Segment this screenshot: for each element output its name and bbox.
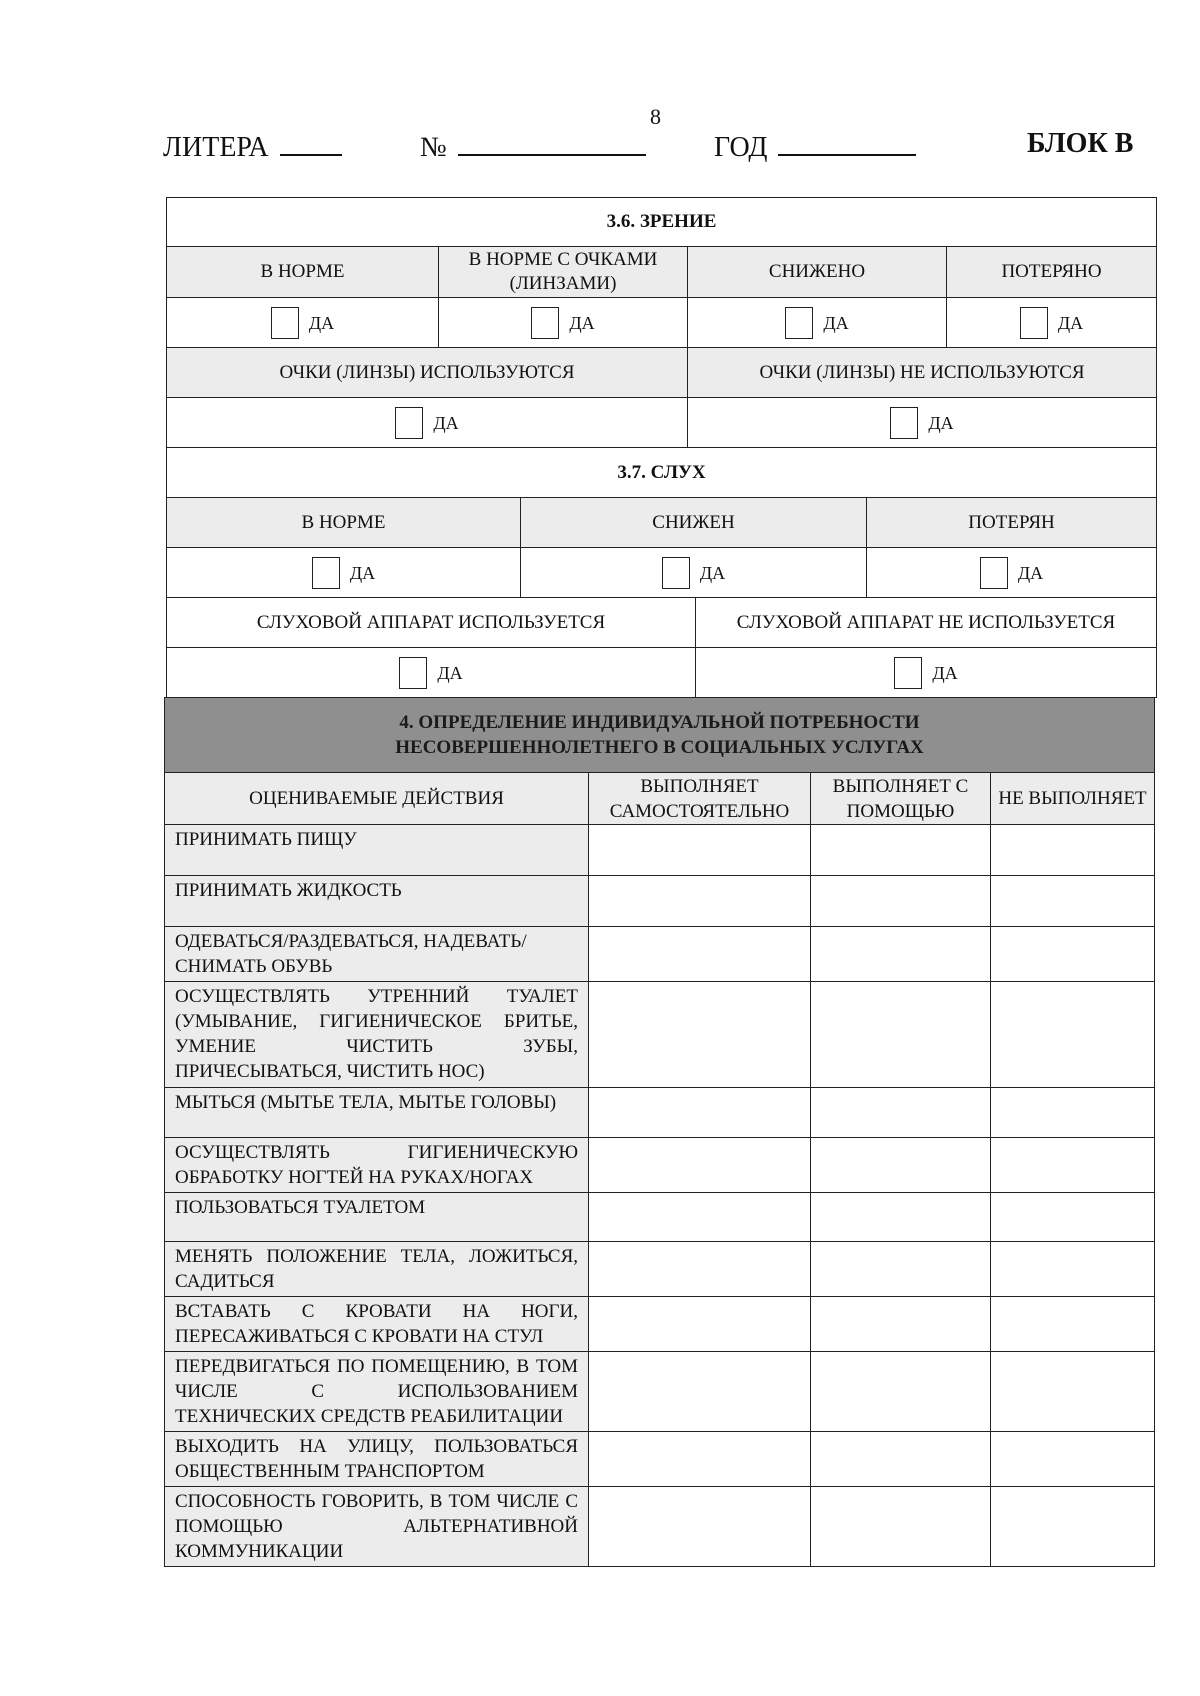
year-input-line[interactable]	[778, 128, 916, 156]
cell-independent[interactable]	[589, 1138, 811, 1193]
cell-independent[interactable]	[589, 825, 811, 876]
vision-reduced-cell	[688, 298, 947, 348]
yes-label: ДА	[1057, 312, 1084, 333]
glasses-not-used-cell	[688, 398, 1157, 448]
cell-not-performed[interactable]	[991, 1193, 1155, 1242]
action-label: ПРИНИМАТЬ ЖИДКОСТЬ	[165, 876, 589, 927]
table-row	[165, 1193, 1155, 1242]
yes-label: ДА	[932, 662, 958, 683]
cell-independent[interactable]	[589, 876, 811, 927]
year-label: ГОД	[714, 132, 768, 163]
glasses-used-checkbox[interactable]	[395, 407, 423, 439]
header-independent: ВЫПОЛНЯЕТ САМОСТОЯТЕЛЬНО	[589, 773, 811, 825]
vision-reduced-checkbox[interactable]	[785, 307, 813, 339]
table-row	[165, 1432, 1155, 1487]
form-header	[0, 128, 1200, 168]
table-row	[165, 1352, 1155, 1432]
cell-not-performed[interactable]	[991, 1088, 1155, 1138]
action-label: ОСУЩЕСТВЛЯТЬ ГИГИЕНИЧЕСКУЮ ОБРАБОТКУ НОГТЕЙ НА РУКАХ/НОГАХ	[165, 1138, 589, 1193]
table-row	[165, 982, 1155, 1088]
number-input-line[interactable]	[458, 128, 646, 156]
action-label: ПОЛЬЗОВАТЬСЯ ТУАЛЕТОМ	[165, 1193, 589, 1242]
vision-normal-glasses-checkbox[interactable]	[531, 307, 559, 339]
yes-label: ДА	[349, 562, 376, 583]
glasses-not-used-checkbox[interactable]	[890, 407, 918, 439]
cell-not-performed[interactable]	[991, 1432, 1155, 1487]
cell-independent[interactable]	[589, 1088, 811, 1138]
yes-label: ДА	[928, 412, 954, 433]
action-label: ВСТАВАТЬ С КРОВАТИ НА НОГИ, ПЕРЕСАЖИВАТЬСЯ С КРОВАТИ НА СТУЛ	[165, 1297, 589, 1352]
hearing-aid-not-used-checkbox[interactable]	[894, 657, 922, 689]
cell-with-help[interactable]	[811, 1088, 991, 1138]
cell-with-help[interactable]	[811, 1352, 991, 1432]
section4-title-line2: НЕСОВЕРШЕННОЛЕТНЕГО В СОЦИАЛЬНЫХ УСЛУГАХ	[395, 737, 924, 758]
cell-with-help[interactable]	[811, 876, 991, 927]
table-row	[165, 1297, 1155, 1352]
cell-with-help[interactable]	[811, 1242, 991, 1297]
table-row	[165, 1242, 1155, 1297]
vision-normal-cell	[167, 298, 439, 348]
vision-lost-checkbox[interactable]	[1020, 307, 1048, 339]
table-row	[165, 825, 1155, 876]
hearing-reduced-cell	[521, 548, 867, 598]
hearing-normal-cell	[167, 548, 521, 598]
cell-with-help[interactable]	[811, 1487, 991, 1567]
table-row	[165, 1487, 1155, 1567]
yes-label: ДА	[433, 412, 459, 433]
litera-label: ЛИТЕРА	[163, 132, 269, 163]
cell-with-help[interactable]	[811, 1138, 991, 1193]
cell-independent[interactable]	[589, 1297, 811, 1352]
hearing-col-lost: ПОТЕРЯН	[867, 498, 1157, 548]
cell-independent[interactable]	[589, 1487, 811, 1567]
vision-col-lost: ПОТЕРЯНО	[947, 247, 1157, 298]
action-label: МЕНЯТЬ ПОЛОЖЕНИЕ ТЕЛА, ЛОЖИТЬСЯ, САДИТЬСЯ	[165, 1242, 589, 1297]
vision-lost-cell	[947, 298, 1157, 348]
vision-table	[166, 197, 1157, 448]
hearing-aid-not-used-cell	[696, 648, 1157, 698]
action-label: ПЕРЕДВИГАТЬСЯ ПО ПОМЕЩЕНИЮ, В ТОМ ЧИСЛЕ С ИСПОЛЬЗОВАНИЕМ ТЕХНИЧЕСКИХ СРЕДСТВ РЕАБИЛИТАЦИИ	[165, 1352, 589, 1432]
cell-with-help[interactable]	[811, 1193, 991, 1242]
cell-independent[interactable]	[589, 1352, 811, 1432]
litera-field	[163, 128, 342, 164]
header-with-help: ВЫПОЛНЯЕТ С ПОМОЩЬЮ	[811, 773, 991, 825]
cell-not-performed[interactable]	[991, 876, 1155, 927]
cell-with-help[interactable]	[811, 927, 991, 982]
table-row	[165, 1088, 1155, 1138]
hearing-normal-checkbox[interactable]	[312, 557, 340, 589]
number-label: №	[420, 132, 447, 163]
vision-col-reduced: СНИЖЕНО	[688, 247, 947, 298]
litera-input-line[interactable]	[280, 128, 342, 156]
cell-with-help[interactable]	[811, 1432, 991, 1487]
year-field	[714, 128, 916, 164]
vision-col-normal-glasses: В НОРМЕ С ОЧКАМИ (ЛИНЗАМИ)	[439, 247, 688, 298]
cell-not-performed[interactable]	[991, 825, 1155, 876]
cell-with-help[interactable]	[811, 982, 991, 1088]
vision-normal-checkbox[interactable]	[271, 307, 299, 339]
table-row	[165, 927, 1155, 982]
section4-table	[164, 697, 1155, 1567]
hearing-aid-not-used-label: СЛУХОВОЙ АППАРАТ НЕ ИСПОЛЬЗУЕТСЯ	[696, 598, 1157, 648]
cell-not-performed[interactable]	[991, 1297, 1155, 1352]
hearing-aid-used-cell	[167, 648, 696, 698]
cell-independent[interactable]	[589, 1242, 811, 1297]
cell-not-performed[interactable]	[991, 927, 1155, 982]
cell-independent[interactable]	[589, 982, 811, 1088]
glasses-used-cell	[167, 398, 688, 448]
block-label: БЛОК В	[1027, 128, 1134, 159]
yes-label: ДА	[1017, 562, 1044, 583]
cell-with-help[interactable]	[811, 1297, 991, 1352]
glasses-used-label: ОЧКИ (ЛИНЗЫ) ИСПОЛЬЗУЮТСЯ	[167, 348, 688, 398]
section4-title	[165, 698, 1155, 773]
action-label: ОДЕВАТЬСЯ/РАЗДЕВАТЬСЯ, НАДЕВАТЬ/СНИМАТЬ ОБУВЬ	[165, 927, 589, 982]
action-label: МЫТЬСЯ (МЫТЬЕ ТЕЛА, МЫТЬЕ ГОЛОВЫ)	[165, 1088, 589, 1138]
hearing-lost-checkbox[interactable]	[980, 557, 1008, 589]
header-actions: ОЦЕНИВАЕМЫЕ ДЕЙСТВИЯ	[165, 773, 589, 825]
action-label: СПОСОБНОСТЬ ГОВОРИТЬ, В ТОМ ЧИСЛЕ С ПОМОЩЬЮ АЛЬТЕРНАТИВНОЙ КОММУНИКАЦИИ	[165, 1487, 589, 1567]
cell-independent[interactable]	[589, 1432, 811, 1487]
action-label: ОСУЩЕСТВЛЯТЬ УТРЕННИЙ ТУАЛЕТ (УМЫВАНИЕ, ГИГИЕНИЧЕСКОЕ БРИТЬЕ, УМЕНИЕ ЧИСТИТЬ ЗУБЫ, ПРИЧЕСЫВАТЬСЯ, ЧИСТИТЬ НОС)	[165, 982, 589, 1088]
hearing-aid-used-label: СЛУХОВОЙ АППАРАТ ИСПОЛЬЗУЕТСЯ	[167, 598, 696, 648]
table-row	[165, 1138, 1155, 1193]
page-number: 8	[650, 104, 661, 129]
glasses-not-used-label: ОЧКИ (ЛИНЗЫ) НЕ ИСПОЛЬЗУЮТСЯ	[688, 348, 1157, 398]
cell-not-performed[interactable]	[991, 1242, 1155, 1297]
cell-not-performed[interactable]	[991, 1487, 1155, 1567]
hearing-lost-cell	[867, 548, 1157, 598]
yes-label: ДА	[699, 562, 726, 583]
hearing-title: 3.7. СЛУХ	[167, 448, 1157, 498]
section4-title-line1: 4. ОПРЕДЕЛЕНИЕ ИНДИВИДУАЛЬНОЙ ПОТРЕБНОСТИ	[399, 712, 920, 733]
hearing-col-reduced: СНИЖЕН	[521, 498, 867, 548]
action-label: ВЫХОДИТЬ НА УЛИЦУ, ПОЛЬЗОВАТЬСЯ ОБЩЕСТВЕННЫМ ТРАНСПОРТОМ	[165, 1432, 589, 1487]
yes-label: ДА	[308, 312, 335, 333]
cell-not-performed[interactable]	[991, 982, 1155, 1088]
hearing-col-normal: В НОРМЕ	[167, 498, 521, 548]
hearing-aid-used-checkbox[interactable]	[399, 657, 427, 689]
yes-label: ДА	[569, 312, 595, 333]
yes-label: ДА	[437, 662, 463, 683]
header-not-performed: НЕ ВЫПОЛНЯЕТ	[991, 773, 1155, 825]
hearing-table	[166, 447, 1157, 698]
action-label: ПРИНИМАТЬ ПИЩУ	[165, 825, 589, 876]
number-field	[420, 128, 646, 164]
cell-independent[interactable]	[589, 1193, 811, 1242]
vision-title: 3.6. ЗРЕНИЕ	[167, 198, 1157, 247]
cell-with-help[interactable]	[811, 825, 991, 876]
cell-not-performed[interactable]	[991, 1138, 1155, 1193]
hearing-reduced-checkbox[interactable]	[662, 557, 690, 589]
vision-normal-glasses-cell	[439, 298, 688, 348]
cell-independent[interactable]	[589, 927, 811, 982]
table-row	[165, 876, 1155, 927]
cell-not-performed[interactable]	[991, 1352, 1155, 1432]
vision-col-normal: В НОРМЕ	[167, 247, 439, 298]
yes-label: ДА	[823, 312, 849, 333]
